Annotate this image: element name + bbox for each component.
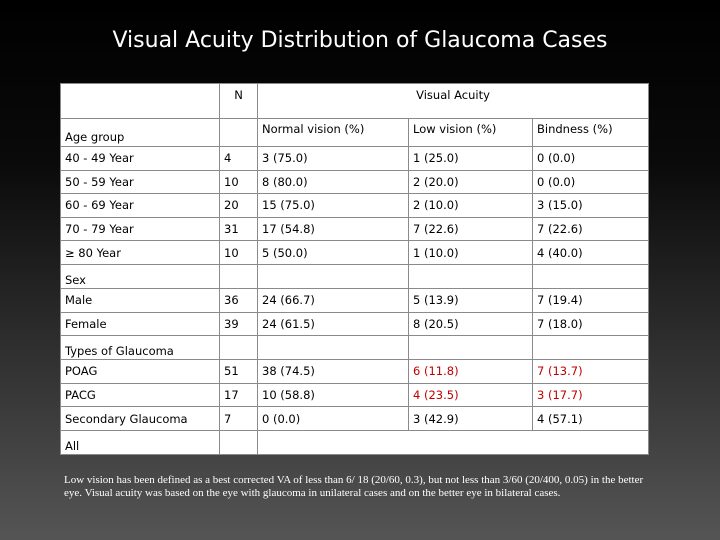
cell-n: 4 (220, 147, 258, 171)
cell-low: 7 (22.6) (409, 217, 533, 241)
cell-low: 6 (11.8) (409, 360, 533, 384)
cell-blind: 3 (15.0) (533, 194, 649, 218)
sex-label: Sex (61, 264, 220, 288)
cell-normal: 17 (54.8) (258, 217, 409, 241)
table-row (61, 170, 649, 194)
cell-normal: 24 (66.7) (258, 288, 409, 312)
row-label: 50 - 59 Year (61, 170, 220, 194)
cell-blind: 7 (13.7) (533, 360, 649, 384)
cell-normal: 0 (0.0) (258, 407, 409, 431)
header-row-1 (61, 84, 649, 119)
all-label: All (61, 430, 220, 454)
slide-title: Visual Acuity Distribution of Glaucoma Cases (112, 28, 608, 53)
cell-normal: 3 (75.0) (258, 147, 409, 171)
types-of-glaucoma-label: Types of Glaucoma (61, 336, 220, 360)
table-row (61, 241, 649, 265)
header-normal-vision: Normal vision (%) (258, 119, 409, 147)
cell-n: 20 (220, 194, 258, 218)
table-row (61, 147, 649, 171)
cell-low: 3 (42.9) (409, 407, 533, 431)
cell-n: 39 (220, 312, 258, 336)
header-empty-cell (61, 84, 220, 119)
cell-blind: 7 (18.0) (533, 312, 649, 336)
table-row (61, 360, 649, 384)
visual-acuity-table (60, 83, 649, 455)
table-row (61, 312, 649, 336)
row-label: 70 - 79 Year (61, 217, 220, 241)
cell-low: 1 (10.0) (409, 241, 533, 265)
cell-low: 4 (23.5) (409, 383, 533, 407)
cell-n: 10 (220, 241, 258, 265)
age-group-label: Age group (61, 119, 220, 147)
section-row-all (61, 430, 649, 454)
cell-blind: 0 (0.0) (533, 147, 649, 171)
cell-n: 7 (220, 407, 258, 431)
cell-normal: 10 (58.8) (258, 383, 409, 407)
table-row (61, 194, 649, 218)
table-row (61, 217, 649, 241)
cell-normal: 24 (61.5) (258, 312, 409, 336)
section-row-sex (61, 264, 649, 288)
row-label: Female (61, 312, 220, 336)
row-label: ≥ 80 Year (61, 241, 220, 265)
cell-blind: 7 (19.4) (533, 288, 649, 312)
cell-n: 36 (220, 288, 258, 312)
cell-blind: 0 (0.0) (533, 170, 649, 194)
cell-blind: 4 (57.1) (533, 407, 649, 431)
row-label: 40 - 49 Year (61, 147, 220, 171)
cell-blind: 4 (40.0) (533, 241, 649, 265)
row-label: 60 - 69 Year (61, 194, 220, 218)
cell-low: 2 (10.0) (409, 194, 533, 218)
cell-low: 2 (20.0) (409, 170, 533, 194)
header-n: N (220, 84, 258, 119)
row-label: POAG (61, 360, 220, 384)
cell-n: 10 (220, 170, 258, 194)
header-blindness: Bindness (%) (533, 119, 649, 147)
header-row-2 (61, 119, 649, 147)
row-label: PACG (61, 383, 220, 407)
cell-normal: 15 (75.0) (258, 194, 409, 218)
cell-n: 31 (220, 217, 258, 241)
cell-n: 17 (220, 383, 258, 407)
table-row (61, 407, 649, 431)
cell-normal: 8 (80.0) (258, 170, 409, 194)
table-row (61, 288, 649, 312)
row-label: Male (61, 288, 220, 312)
cell-low: 8 (20.5) (409, 312, 533, 336)
footnote: Low vision has been defined as a best corrected VA of less than 6/ 18 (20/60, 0.3), but not less than 3/60 (20/400, 0.05) in the better eye. Visual acuity was based on the eye with glaucoma in unilateral cases and on the better eye in bilateral cases. (64, 474, 644, 499)
section-row-types (61, 336, 649, 360)
header-visual-acuity: Visual Acuity (258, 84, 649, 119)
row-label: Secondary Glaucoma (61, 407, 220, 431)
cell-blind: 3 (17.7) (533, 383, 649, 407)
table-row (61, 383, 649, 407)
cell-normal: 5 (50.0) (258, 241, 409, 265)
cell-low: 5 (13.9) (409, 288, 533, 312)
header-empty-cell (220, 119, 258, 147)
cell-low: 1 (25.0) (409, 147, 533, 171)
cell-n: 51 (220, 360, 258, 384)
header-low-vision: Low vision (%) (409, 119, 533, 147)
cell-normal: 38 (74.5) (258, 360, 409, 384)
cell-blind: 7 (22.6) (533, 217, 649, 241)
